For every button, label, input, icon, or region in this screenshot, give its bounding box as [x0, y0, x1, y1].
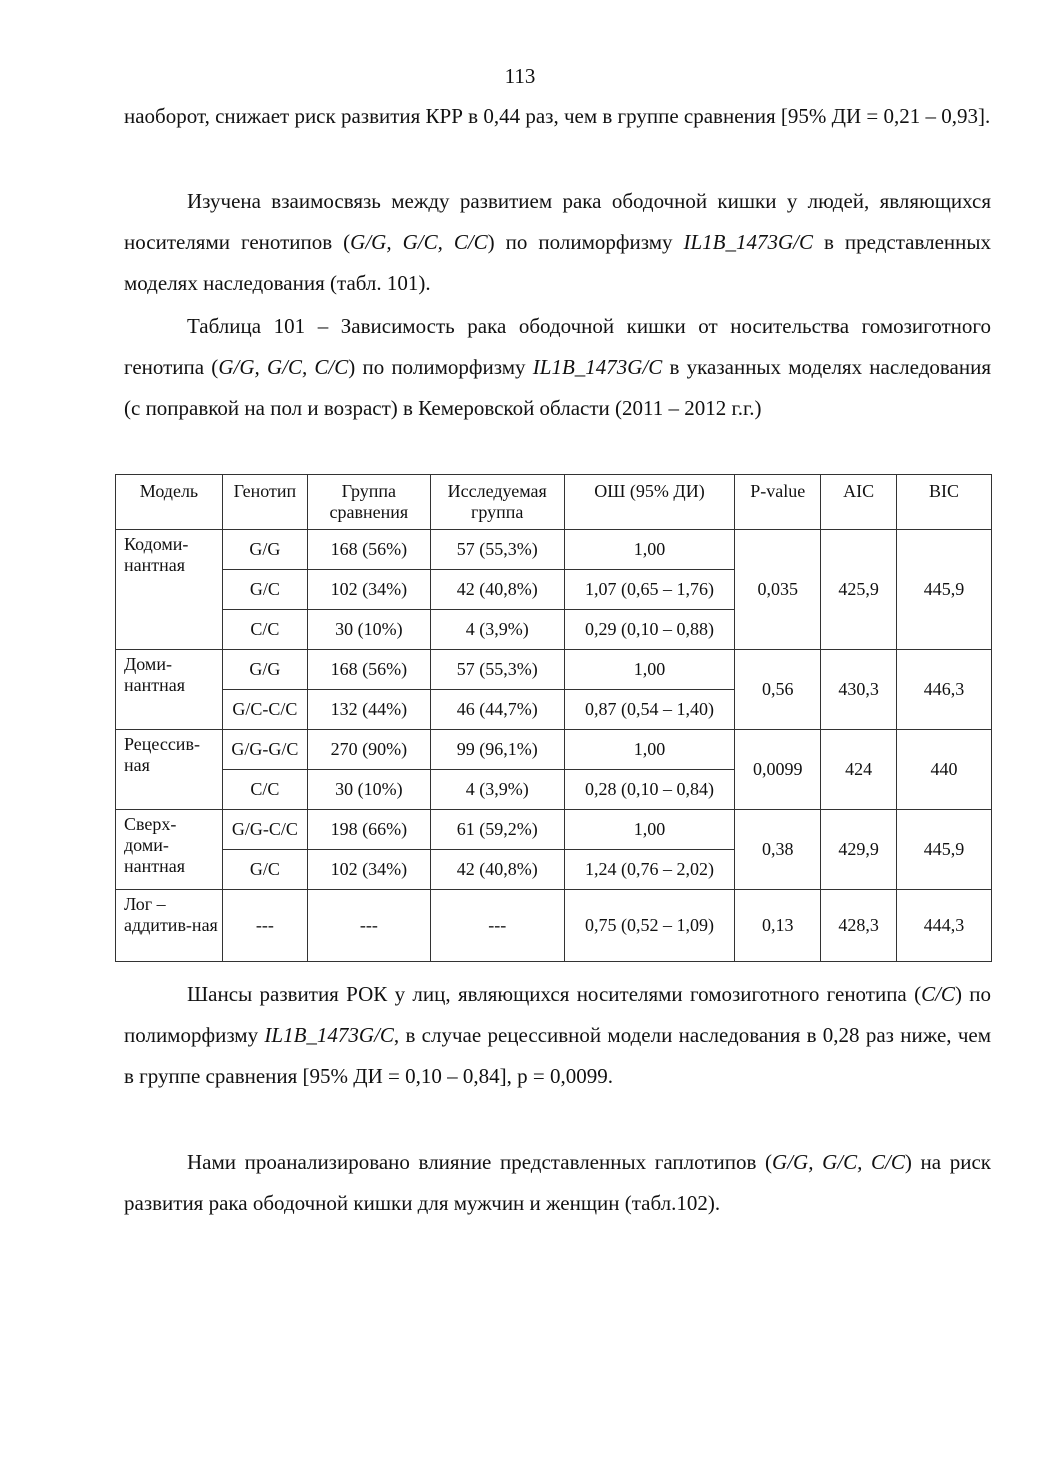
bic-cell: 444,3 — [897, 890, 992, 962]
genotype-cell: G/C — [222, 570, 307, 610]
odds-ratio-cell: 1,24 (0,76 – 2,02) — [564, 850, 735, 890]
model-name: Доми-нантная — [116, 650, 223, 730]
genotype-name: C/C — [921, 982, 955, 1006]
comparison-cell: 270 (90%) — [307, 730, 430, 770]
odds-ratio-cell: 1,00 — [564, 810, 735, 850]
bic-cell: 440 — [897, 730, 992, 810]
bic-cell: 445,9 — [897, 810, 992, 890]
p-value-cell: 0,035 — [735, 530, 821, 650]
model-name: Сверх-доми-нантная — [116, 810, 223, 890]
odds-ratio-cell: 1,00 — [564, 730, 735, 770]
genotype-cell: G/G — [222, 650, 307, 690]
study-cell: 4 (3,9%) — [430, 610, 564, 650]
comparison-cell: 30 (10%) — [307, 610, 430, 650]
paragraph-haplotypes: Нами проанализировано влияние представленных гаплотипов (G/G, G/C, C/C) на риск развития рака ободочной кишки для мужчин и женщин (табл.102). — [124, 1150, 991, 1215]
p-value-cell: 0,56 — [735, 650, 821, 730]
p-value-cell: 0,13 — [735, 890, 821, 962]
comparison-cell: 102 (34%) — [307, 850, 430, 890]
genotype-cell: G/G — [222, 530, 307, 570]
study-cell: 42 (40,8%) — [430, 850, 564, 890]
p-value-cell: 0,0099 — [735, 730, 821, 810]
table-caption: Таблица 101 – Зависимость рака ободочной кишки от носительства гомозиготного генотипа (G/G, G/C, C/C) по полиморфизму IL1B_1473G/C в указанных моделях наследования (с поправкой на пол и возраст) в Кемеровской области (2011 – 2012 г.г.) — [124, 314, 991, 420]
table-row — [116, 890, 992, 962]
comparison-cell: 102 (34%) — [307, 570, 430, 610]
study-cell: 99 (96,1%) — [430, 730, 564, 770]
study-cell: 46 (44,7%) — [430, 690, 564, 730]
odds-ratio-cell: 0,87 (0,54 – 1,40) — [564, 690, 735, 730]
study-cell: 42 (40,8%) — [430, 570, 564, 610]
study-cell: --- — [430, 890, 564, 962]
header-aic: AIC — [821, 475, 897, 530]
comparison-cell: 168 (56%) — [307, 530, 430, 570]
table-row — [116, 530, 992, 570]
comparison-cell: --- — [307, 890, 430, 962]
p-value-cell: 0,38 — [735, 810, 821, 890]
aic-cell: 428,3 — [821, 890, 897, 962]
header-odds-ratio: ОШ (95% ДИ) — [564, 475, 735, 530]
study-cell: 57 (55,3%) — [430, 530, 564, 570]
genotype-cell: G/C-C/C — [222, 690, 307, 730]
gene-name: IL1B_1473G/C — [532, 355, 663, 379]
odds-ratio-cell-significant: 0,28 (0,10 – 0,84) — [564, 770, 735, 810]
bic-cell: 446,3 — [897, 650, 992, 730]
table-header-row — [116, 475, 992, 530]
genotype-cell: C/C — [222, 770, 307, 810]
genotype-cell: C/C — [222, 610, 307, 650]
model-name: Рецессив-ная — [116, 730, 223, 810]
table-row — [116, 730, 992, 770]
paragraph-continuation — [124, 96, 991, 137]
paragraph-intro: Изучена взаимосвязь между развитием рака ободочной кишки у людей, являющихся носителями генотипов (G/G, G/C, C/C) по полиморфизму IL1B_1473G/C в представленных моделях наследования (табл. 101). — [124, 189, 991, 295]
study-cell: 4 (3,9%) — [430, 770, 564, 810]
aic-cell: 424 — [821, 730, 897, 810]
odds-ratio-cell: 1,07 (0,65 – 1,76) — [564, 570, 735, 610]
study-cell: 57 (55,3%) — [430, 650, 564, 690]
gene-name: IL1B_1473G/C — [264, 1023, 394, 1047]
genotype-list: G/G, G/C, C/C — [350, 230, 488, 254]
results-table — [115, 474, 992, 962]
genotype-cell: G/G-C/C — [222, 810, 307, 850]
odds-ratio-cell-significant: 0,29 (0,10 – 0,88) — [564, 610, 735, 650]
page-number: 113 — [504, 64, 536, 88]
comparison-cell: 198 (66%) — [307, 810, 430, 850]
odds-ratio-cell: 0,75 (0,52 – 1,09) — [564, 890, 735, 962]
aic-cell: 430,3 — [821, 650, 897, 730]
paragraph-text: наоборот, снижает риск развития КРР в 0,44 раз, чем в группе сравнения [95% ДИ = 0,21 – 0,93]. — [124, 104, 991, 128]
genotype-cell: G/C — [222, 850, 307, 890]
comparison-cell: 132 (44%) — [307, 690, 430, 730]
paragraph-odds: Шансы развития РОК у лиц, являющихся носителями гомозиготного генотипа (C/C) по полиморфизму IL1B_1473G/C, в случае рецессивной модели наследования в 0,28 раз ниже, чем в группе сравнения [95% ДИ = 0,10 – 0,84], p = 0,0099. — [124, 982, 992, 1088]
genotype-list: G/G, G/C, C/C — [218, 355, 349, 379]
header-bic: BIC — [897, 475, 992, 530]
aic-cell: 429,9 — [821, 810, 897, 890]
header-model: Модель — [116, 475, 223, 530]
comparison-cell: 30 (10%) — [307, 770, 430, 810]
model-name: Лог – аддитив-ная — [116, 890, 223, 962]
header-p-value: P-value — [735, 475, 821, 530]
header-study-group: Исследуемая группа — [430, 475, 564, 530]
study-cell: 61 (59,2%) — [430, 810, 564, 850]
table-row — [116, 650, 992, 690]
model-name: Кодоми-нантная — [116, 530, 223, 650]
header-comparison-group: Группа сравнения — [307, 475, 430, 530]
aic-cell: 425,9 — [821, 530, 897, 650]
gene-name: IL1B_1473G/C — [683, 230, 814, 254]
genotype-cell: G/G-G/C — [222, 730, 307, 770]
genotype-list: G/G, G/C, C/C — [772, 1150, 905, 1174]
table-row — [116, 810, 992, 850]
odds-ratio-cell: 1,00 — [564, 530, 735, 570]
odds-ratio-cell: 1,00 — [564, 650, 735, 690]
comparison-cell: 168 (56%) — [307, 650, 430, 690]
header-genotype: Генотип — [222, 475, 307, 530]
bic-cell: 445,9 — [897, 530, 992, 650]
genotype-cell: --- — [222, 890, 307, 962]
